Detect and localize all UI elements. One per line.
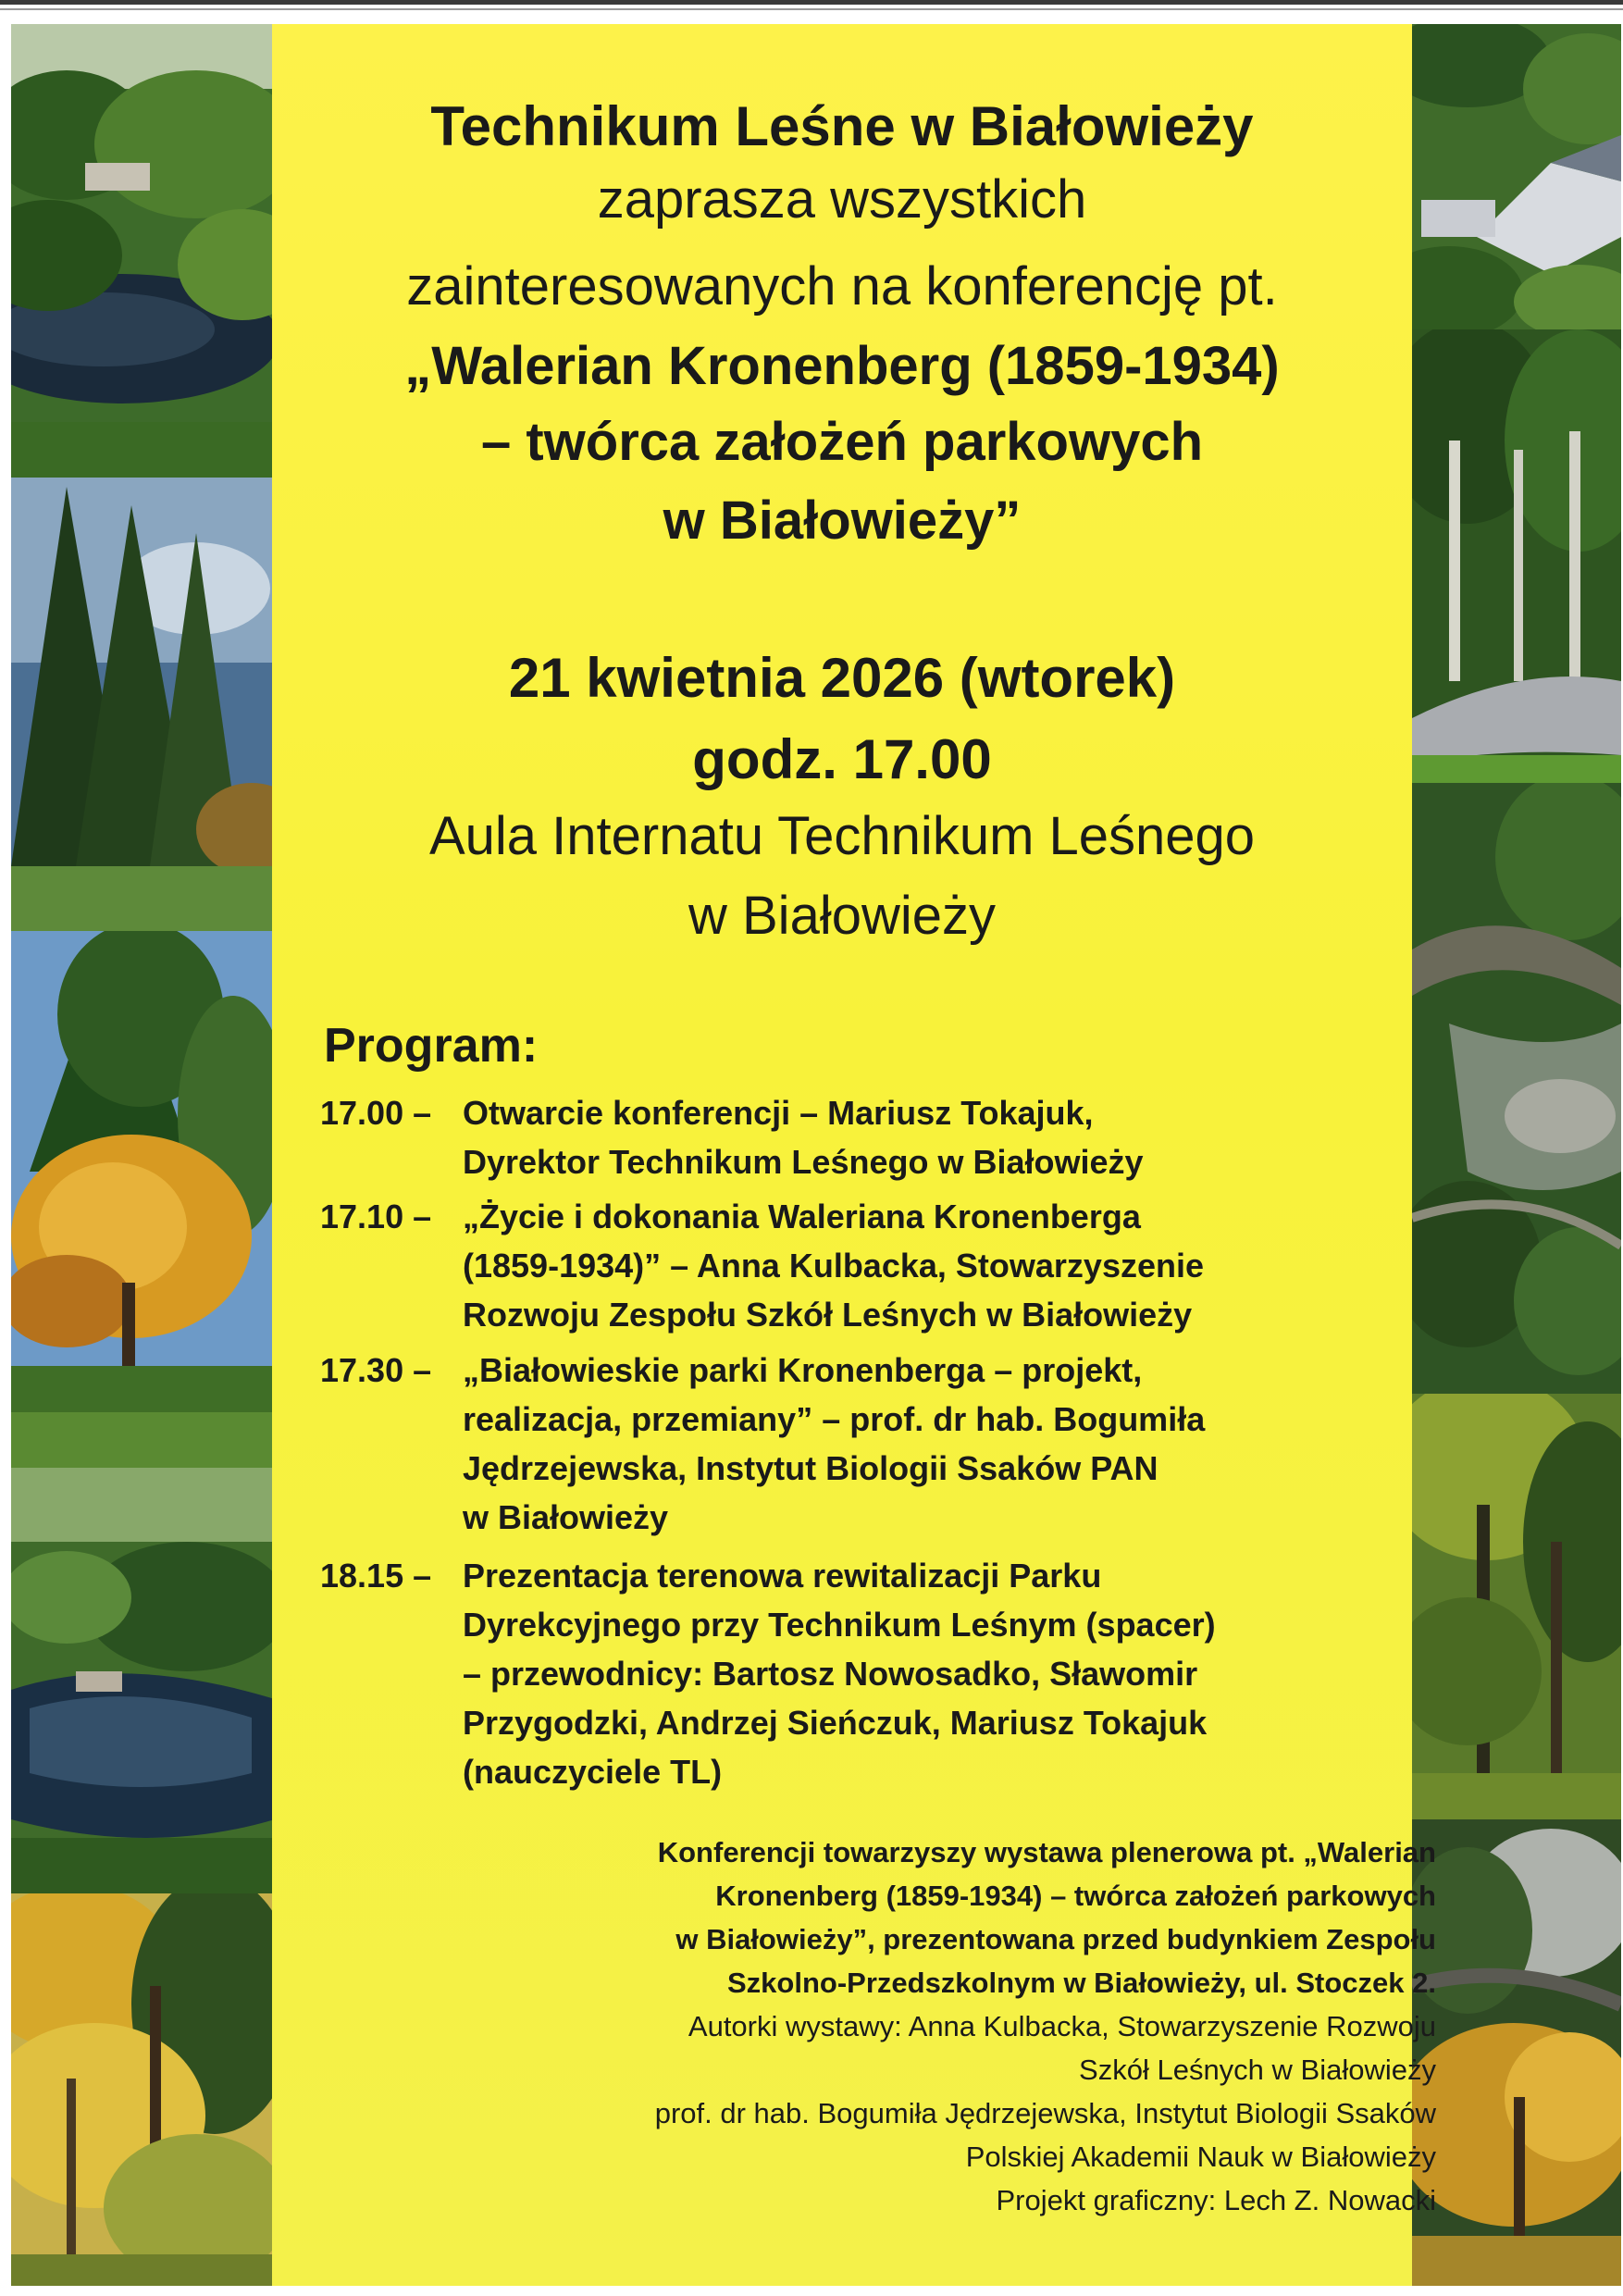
title-invitation: zaprasza wszystkich: [597, 169, 1087, 230]
exhibition-note-line: w Białowieży”, prezentowana przed budynkiem Zespołu: [675, 1923, 1436, 1955]
program-item-time: 17.30 –: [320, 1351, 432, 1389]
event-venue-cont: w Białowieży: [688, 886, 996, 946]
program-item-text: w Białowieży: [463, 1498, 669, 1536]
program-item: [320, 1551, 1412, 1796]
photo-left-lake-aerial: [11, 1468, 275, 1893]
photo-right-green-forest: [1412, 1394, 1621, 1819]
program-item-text: Otwarcie konferencji – Mariusz Tokajuk,: [463, 1094, 1094, 1132]
program-item-time: 17.10 –: [320, 1198, 432, 1235]
credit-line: Projekt graficzny: Lech Z. Nowacki: [996, 2184, 1436, 2216]
exhibition-note-line: Szkolno-Przedszkolnym w Białowieży, ul. Stoczek 2.: [726, 1967, 1436, 1999]
poster: [11, 24, 1621, 2286]
conference-title-line2: – twórca założeń parkowych: [480, 412, 1204, 472]
program-item-text: (1859-1934)” – Anna Kulbacka, Stowarzyszenie: [463, 1247, 1204, 1285]
conference-title-line3: w Białowieży”: [663, 490, 1022, 551]
program-item-time: 17.00 –: [320, 1094, 432, 1132]
program-item-text: Rozwoju Zespołu Szkół Leśnych w Białowieży: [463, 1296, 1193, 1334]
program-item: [320, 1192, 1412, 1339]
title-school-name: Technikum Leśne w Białowieży: [430, 95, 1254, 157]
program-item: [320, 1346, 1412, 1542]
photo-right-tree-alley: [1412, 329, 1621, 783]
scan-top-edge: [0, 0, 1623, 5]
credit-line: Polskiej Akademii Nauk w Białowieży: [965, 2141, 1436, 2173]
program-item-text: Prezentacja terenowa rewitalizacji Parku: [463, 1557, 1102, 1595]
credit-line: Szkół Leśnych w Białowieży: [1079, 2054, 1436, 2086]
photo-right-autumn-path: [1412, 1819, 1621, 2286]
credit-line: prof. dr hab. Bogumiła Jędrzejewska, Instytut Biologii Ssaków: [654, 2097, 1436, 2129]
program-item-text: „Życie i dokonania Waleriana Kronenberga: [463, 1198, 1141, 1235]
title-invitation-cont: zainteresowanych na konferencję pt.: [406, 256, 1278, 316]
photo-left-conifers: [11, 478, 275, 931]
program-item-text: (nauczyciele TL): [463, 1753, 723, 1791]
program-item-text: – przewodnicy: Bartosz Nowosadko, Sławomir: [463, 1655, 1198, 1693]
exhibition-note-line: Kronenberg (1859-1934) – twórca założeń parkowych: [715, 1880, 1436, 1912]
photo-left-autumn-tree: [11, 931, 275, 1468]
program-item-text: „Białowieskie parki Kronenberga – projekt,: [463, 1351, 1143, 1389]
exhibition-note-line: Konferencji towarzyszy wystawa plenerowa pt. „Walerian: [657, 1836, 1436, 1868]
photo-right-school-buildings: [1412, 24, 1621, 329]
program-item-text: Dyrekcyjnego przy Technikum Leśnym (spacer): [463, 1606, 1216, 1644]
event-date: 21 kwietnia 2026 (wtorek): [508, 647, 1176, 709]
event-venue: Aula Internatu Technikum Leśnego: [428, 806, 1256, 866]
program-item-text: Przygodzki, Andrzej Sieńczuk, Mariusz Tokajuk: [463, 1704, 1208, 1742]
program-item-text: Jędrzejewska, Instytut Biologii Ssaków PAN: [463, 1449, 1158, 1487]
conference-title-line1: „Walerian Kronenberg (1859-1934): [404, 336, 1280, 396]
program-item-time: 18.15 –: [320, 1557, 432, 1595]
photo-left-park-pond: [11, 24, 275, 478]
program-item-text: realizacja, przemiany” – prof. dr hab. Bogumiła: [463, 1400, 1206, 1438]
photo-left-forest-canopy: [11, 1893, 275, 2286]
credit-line: Autorki wystawy: Anna Kulbacka, Stowarzyszenie Rozwoju: [688, 2010, 1436, 2042]
program-heading: Program:: [324, 1019, 539, 1073]
program-item: [320, 1088, 1412, 1186]
program-item-text: Dyrektor Technikum Leśnego w Białowieży: [463, 1143, 1144, 1181]
photo-right-park-aerial: [1412, 783, 1621, 1394]
event-time: godz. 17.00: [692, 728, 992, 790]
scan-top-edge-thin: [0, 8, 1623, 10]
exhibition-note: [418, 1831, 1436, 2222]
